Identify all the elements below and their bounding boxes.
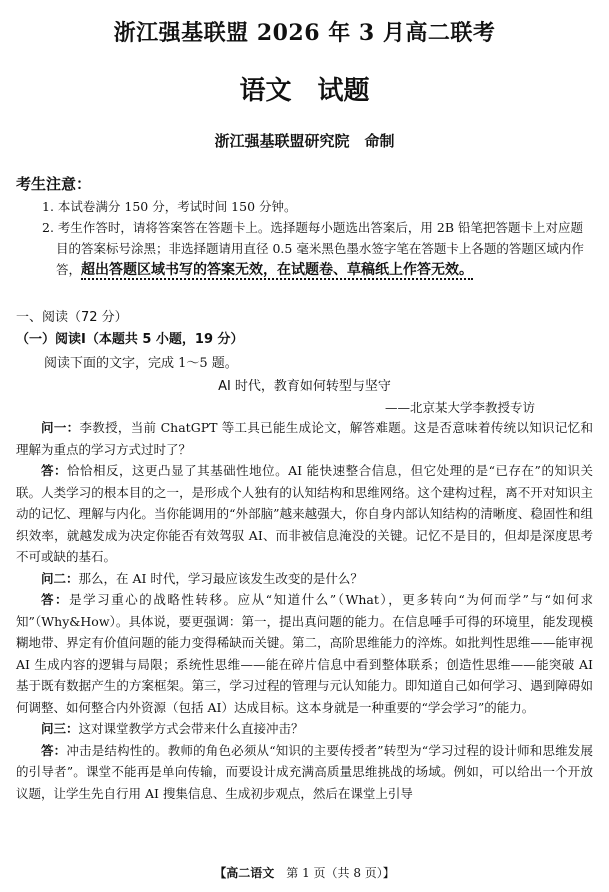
answer-1 [16,460,593,568]
answer-1-label: 答： [41,463,68,478]
question-2-label: 问二： [41,570,79,586]
subsection-heading: （一）阅读Ⅰ（本题共 5 小题，19 分） [16,332,244,347]
question-3-label: 问三： [41,721,79,736]
answer-3 [16,740,593,805]
answer-2-text: 是学习重心的战略性转移。应从“知道什么”（What），更多转向“为何而学”与“如何求知”（Why&How）。具体说，要更强调：第一，提出真问题的能力。在信息唾手可得的环境里，能发现模糊地带、界定有价值问题的能力变得稀缺而关键。第二，高阶思维能力的淬炼。如批判性思维——能审视 AI 生成内容的逻辑与局限；系统性思维——能在碎片信息中看到整体联系；创造性思维——能突破 AI 基于既有数据产生的方案框架。第三，学习过程的管理与元认知能力。即知道自己如何学习、遇到障碍如何调整、如何整合内外资源（包括 AI）达成目标。这本身就是一种重要的“学会学习”的能力。 [16,592,593,715]
subject-title: 语文 试题 [239,76,370,106]
reading-instruction: 阅读下面的文字，完成 1～5 题。 [44,356,238,371]
notice-item-2-text: 2. 考生作答时，请将答案答在答题卡上。选择题每小题选出答案后，用 2B 铅笔把答题卡上对应题目的答案标号涂黑；非选择题请用直径 0.5 毫米黑色墨水签字笔在答题卡上各题的答题区域内作答， [42,220,584,277]
answer-3-label: 答： [41,742,67,758]
page-footer [0,864,609,881]
exam-title: 浙江强基联盟 2026 年 3 月高二联考 [113,20,496,46]
question-1-text: 李教授，当前 ChatGPT 等工具已能生成论文，解答难题。这是否意味着传统以知识记忆和理解为重点的学习方式过时了？ [16,420,593,457]
maker-line: 浙江强基联盟研究院 命制 [214,132,395,150]
question-3-text: 这对课堂教学方式会带来什么直接冲击？ [78,721,304,736]
answer-1-text: 恰恰相反，这更凸显了其基础性地位。AI 能快速整合信息，但它处理的是“已存在”的知识关联。人类学习的根本目的之一，是形成个人独有的认知结构和思维网络。这个建构过程，离不开对知识主动的记忆、理解与内化。当你能调用的“外部脑”越来越强大，你自身内部认知结构的清晰度、稳固性和组织效率，就越发成为决定你能否有效驾驭 AI、而非被信息淹没的关键。记忆不是目的，但却是深度思考不可或缺的基石。 [16,463,593,564]
article-title: AI 时代，教育如何转型与坚守 [218,379,391,394]
notice-item-1: 1. 本试卷满分 150 分，考试时间 150 分钟。 [42,199,297,214]
question-1 [16,417,593,460]
notice-heading: 考生注意： [16,175,92,193]
question-3 [16,718,593,740]
question-2 [16,568,593,590]
section-heading: 一、阅读（72 分） [16,310,128,325]
answer-3-text: 冲击是结构性的。教师的角色必须从“知识的主要传授者”转型为“学习过程的设计师和思维发展的引导者”。课堂不能再是单向传输，而要设计成充满高质量思维挑战的场域。例如，可以给出一个开放议题，让学生先自行用 AI 搜集信息、生成初步观点，然后在课堂上引导 [16,742,593,801]
article-byline: ——北京某大学李教授专访 [384,400,535,415]
question-2-text: 那么，在 AI 时代，学习最应该发生改变的是什么？ [78,570,363,586]
question-1-label: 问一： [41,420,80,435]
footer-label: 【高二语文 [214,866,275,880]
answer-2 [16,589,593,718]
notice-item-2 [42,217,593,281]
notice-list [42,196,593,281]
notice-warning: 超出答题区域书写的答案无效，在试题卷、草稿纸上作答无效。 [81,262,474,278]
article-body [16,417,593,804]
answer-2-label: 答： [41,592,70,607]
footer-page-number: 第 1 页（共 8 页）】 [286,866,395,880]
